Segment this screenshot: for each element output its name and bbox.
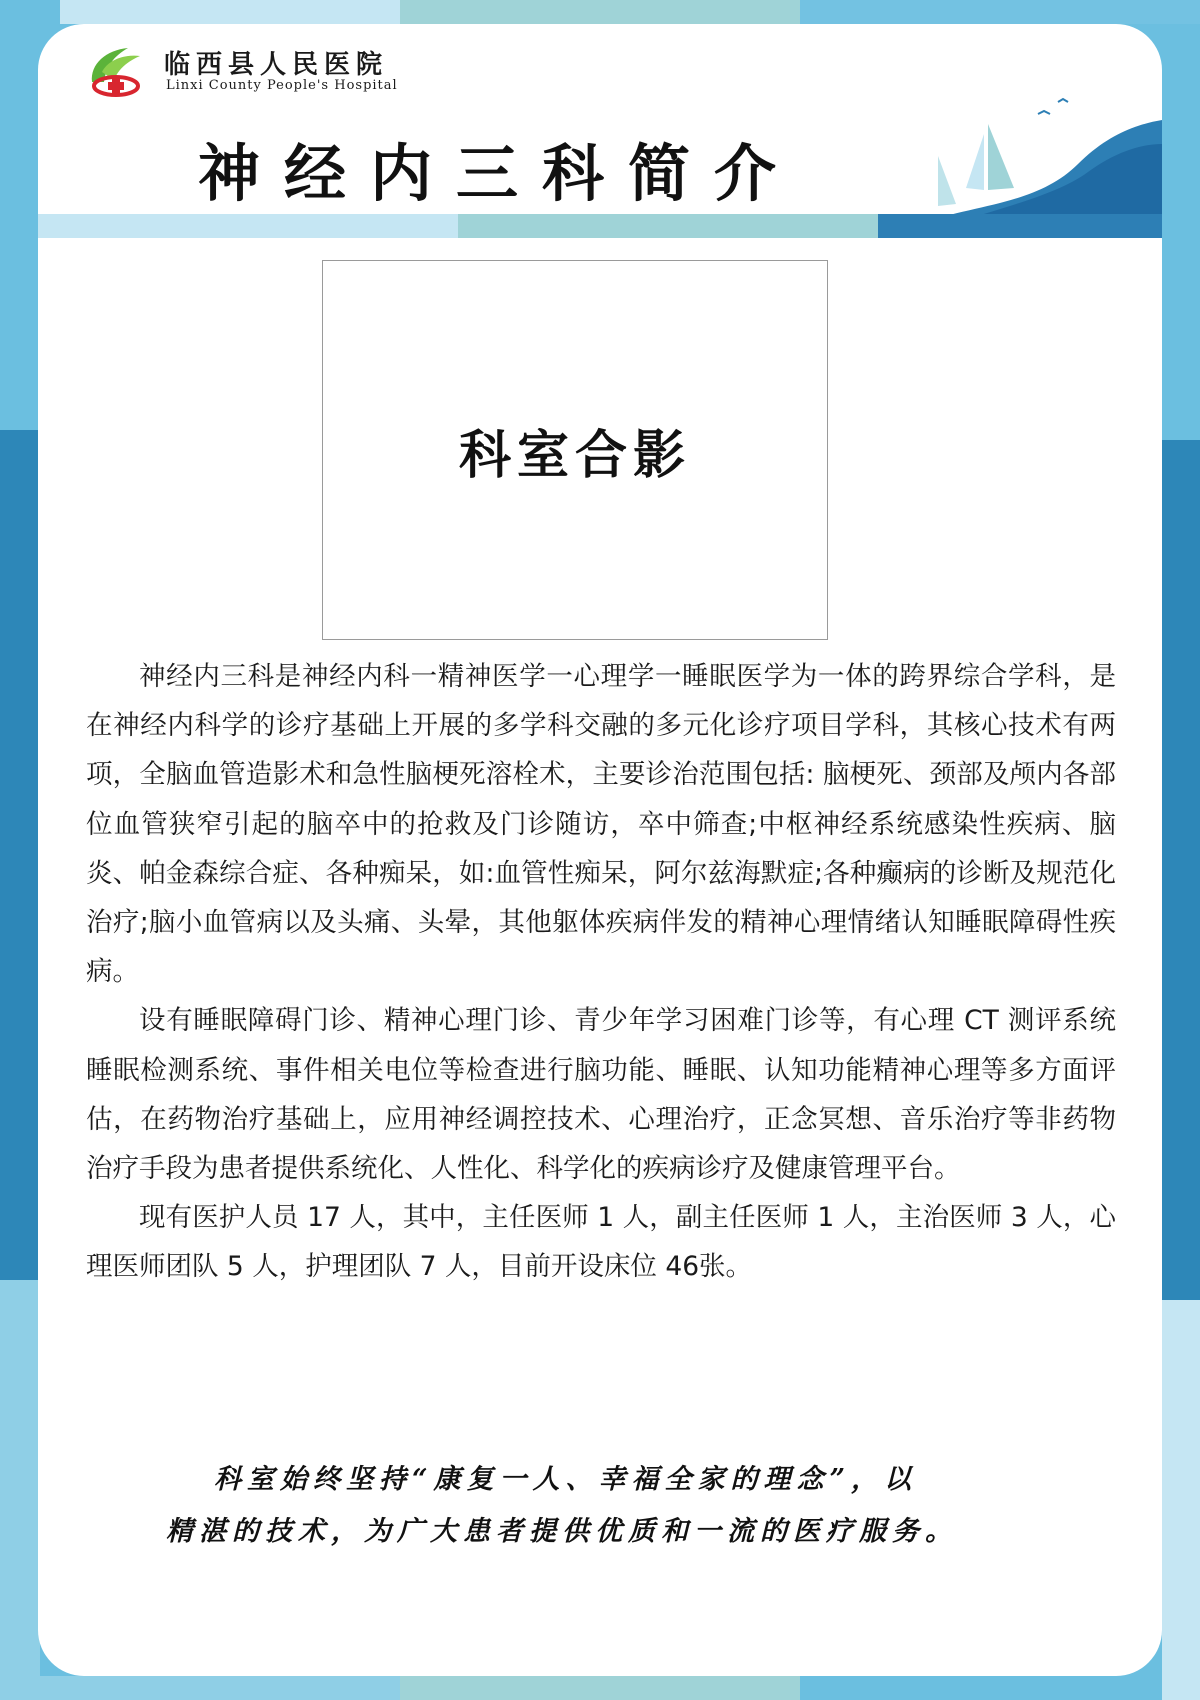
hospital-logo-icon (84, 42, 144, 102)
top-band-blue (800, 0, 1200, 24)
department-introduction (86, 652, 1116, 1292)
page-title: 神经内三科简介 (198, 137, 801, 210)
sailboat-wave-icon (918, 94, 1162, 234)
top-band-light (60, 0, 400, 24)
header-stripe-dark (878, 214, 1162, 238)
intro-paragraph: 神经内三科是神经内科一精神医学一心理学一睡眠医学为一体的跨界综合学科，是在神经内科学的诊疗基础上开展的多学科交融的多元化诊疗项目学科，其核心技术有两项，全脑血管造影术和急性脑梗死溶栓术，主要诊治范围包括: 脑梗死、颈部及颅内各部位血管狭窄引起的脑卒中的抢救及门诊随访，卒中筛查;中枢神经系统感染性疾病、脑炎、帕金森综合症、各种痴呆，如:血管性痴呆，阿尔兹海默症;各种癫病的诊断及规范化治疗;脑小血管病以及头痛、头晕，其他躯体疾病伴发的精神心理情绪认知睡眠障碍性疾病。 (86, 661, 1116, 988)
left-band-dark (0, 430, 40, 1280)
closing-line-2: 精湛的技术，为广大患者提供优质和一流的医疗服务。 (166, 1516, 958, 1547)
bottom-band-teal (400, 1676, 800, 1700)
header-stripe-teal (458, 214, 878, 238)
hospital-name-cn: 临西县人民医院 (164, 50, 389, 80)
left-band-light (0, 1280, 40, 1700)
right-band-dark (1162, 440, 1200, 1300)
closing-line-1: 科室始终坚持“康复一人、幸福全家的理念”，以 (214, 1464, 918, 1495)
intro-paragraph: 设有睡眠障碍门诊、精神心理门诊、青少年学习困难门诊等，有心理 CT 测评系统睡眠检测系统、事件相关电位等检查进行脑功能、睡眠、认知功能精神心理等多方面评估，在药物治疗基础上，应用神经调控技术、心理治疗，正念冥想、音乐治疗等非药物治疗手段为患者提供系统化、人性化、科学化的疾病诊疗及健康管理平台。 (86, 1005, 1116, 1185)
bottom-band-light (0, 1676, 400, 1700)
closing-motto (118, 1454, 1078, 1558)
group-photo-placeholder (322, 260, 828, 640)
top-band-teal (400, 0, 800, 24)
photo-label: 科室合影 (458, 424, 691, 486)
poster-panel (38, 24, 1162, 1676)
right-band-light (1162, 1300, 1200, 1700)
intro-paragraph: 现有医护人员 17 人，其中，主任医师 1 人，副主任医师 1 人，主治医师 3 人，心理医师团队 5 人，护理团队 7 人，目前开设床位 46张。 (86, 1202, 1116, 1283)
hospital-name-en: Linxi County People's Hospital (166, 78, 398, 93)
header-stripe-light (38, 214, 458, 238)
